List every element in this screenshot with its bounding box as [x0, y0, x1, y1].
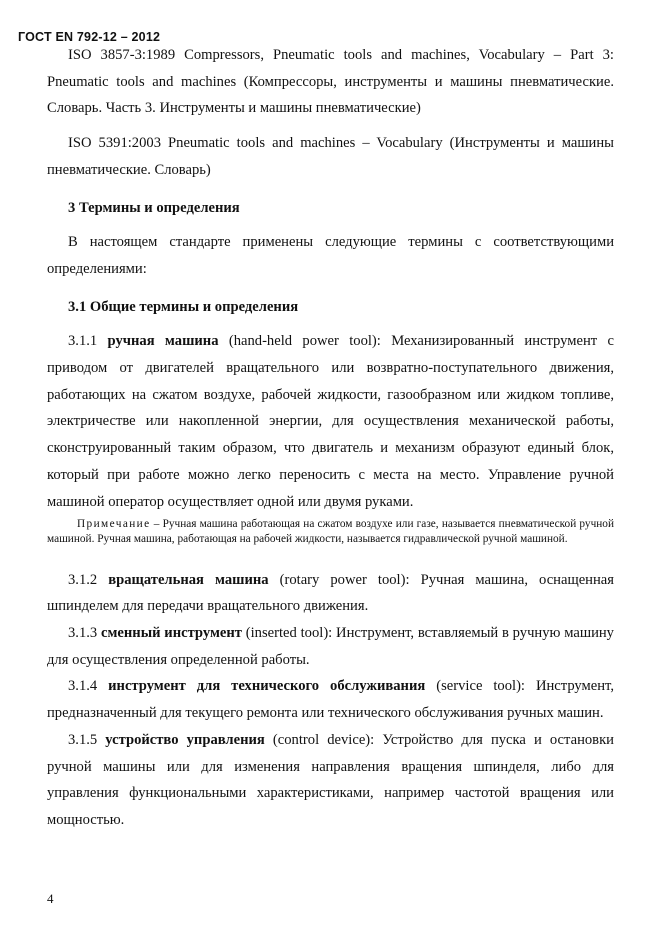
note-label: Примечание: [77, 518, 151, 531]
reference-iso-3857: ISO 3857-3:1989 Compressors, Pneumatic tools and machines, Vocabulary – Part 3: Pneumatic tools and machines (Компрессоры, инструменты и машины пневматические. Словарь. Часть 3. Инструменты и машины пневматические): [47, 47, 614, 117]
term-name: ручная машина: [107, 333, 219, 350]
term-name: устройство управления: [105, 731, 265, 748]
term-entry: [47, 727, 614, 834]
page-body: [47, 42, 614, 834]
term-entry: [47, 567, 614, 620]
term-definition: Ручная машина, оснащенная шпинделем для передачи вращательного движения.: [47, 571, 614, 615]
term-definition: Инструмент, предназначенный для текущего ремонта или технического обслуживания ручных машин.: [47, 678, 614, 722]
term-entry: [47, 620, 614, 673]
term-english: (hand-held power tool):: [228, 333, 381, 350]
section-3-heading: 3 Термины и определения: [68, 199, 240, 216]
term-number: 3.1.5: [68, 731, 98, 748]
term-english: (service tool):: [436, 678, 525, 695]
section-3-intro: В настоящем стандарте применены следующие термины с соответствующими определениями:: [47, 234, 614, 277]
standard-header: ГОСТ EN 792-12 – 2012: [18, 30, 161, 44]
term-number: 3.1.3: [68, 625, 98, 642]
section-3-1-heading: 3.1 Общие термины и определения: [68, 298, 299, 315]
term-entry: [47, 328, 614, 515]
term-definition: Инструмент, вставляемый в ручную машину для осуществления определенной работы.: [47, 625, 614, 668]
term-english: (inserted tool):: [245, 625, 333, 642]
term-number: 3.1.1: [68, 333, 98, 350]
term-name: сменный инструмент: [100, 625, 242, 642]
note-text: – Ручная машина работающая на сжатом воздухе или газе, называется пневматической ручной машиной. Ручная машина, работающая на рабочей жидкости, называется гидравлической ручной машиной.: [47, 518, 614, 546]
page-number: 4: [47, 891, 54, 906]
term-entry: [47, 673, 614, 726]
term-number: 3.1.2: [68, 571, 98, 588]
reference-iso-5391: ISO 5391:2003 Pneumatic tools and machines – Vocabulary (Инструменты и машины пневматические. Словарь): [47, 135, 614, 178]
term-number: 3.1.4: [68, 678, 98, 695]
term-english: (rotary power tool):: [279, 571, 410, 588]
note: [47, 517, 614, 547]
term-definition: Устройство для пуска и остановки ручной машины или для изменения направления вращения шпинделя, либо для управления функциональными характеристиками, например частотой вращения или мощностью.: [47, 731, 614, 828]
term-name: вращательная машина: [108, 571, 269, 588]
term-name: инструмент для технического обслуживания: [108, 678, 426, 695]
term-definition: Механизированный инструмент с приводом от двигателей вращательного или возвратно-поступательного движения, работающих на сжатом воздухе, рабочей жидкости, газообразном или жидком топливе, электричестве или накопленной энергии, для осуществления механической работы, сконструированный таким образом, что двигатель и механизм образуют единый блок, который при работе можно легко переносить с места на место. Управление ручной машиной оператор осуществляет одной или двумя руками.: [47, 333, 614, 510]
term-english: (control device):: [272, 731, 375, 748]
